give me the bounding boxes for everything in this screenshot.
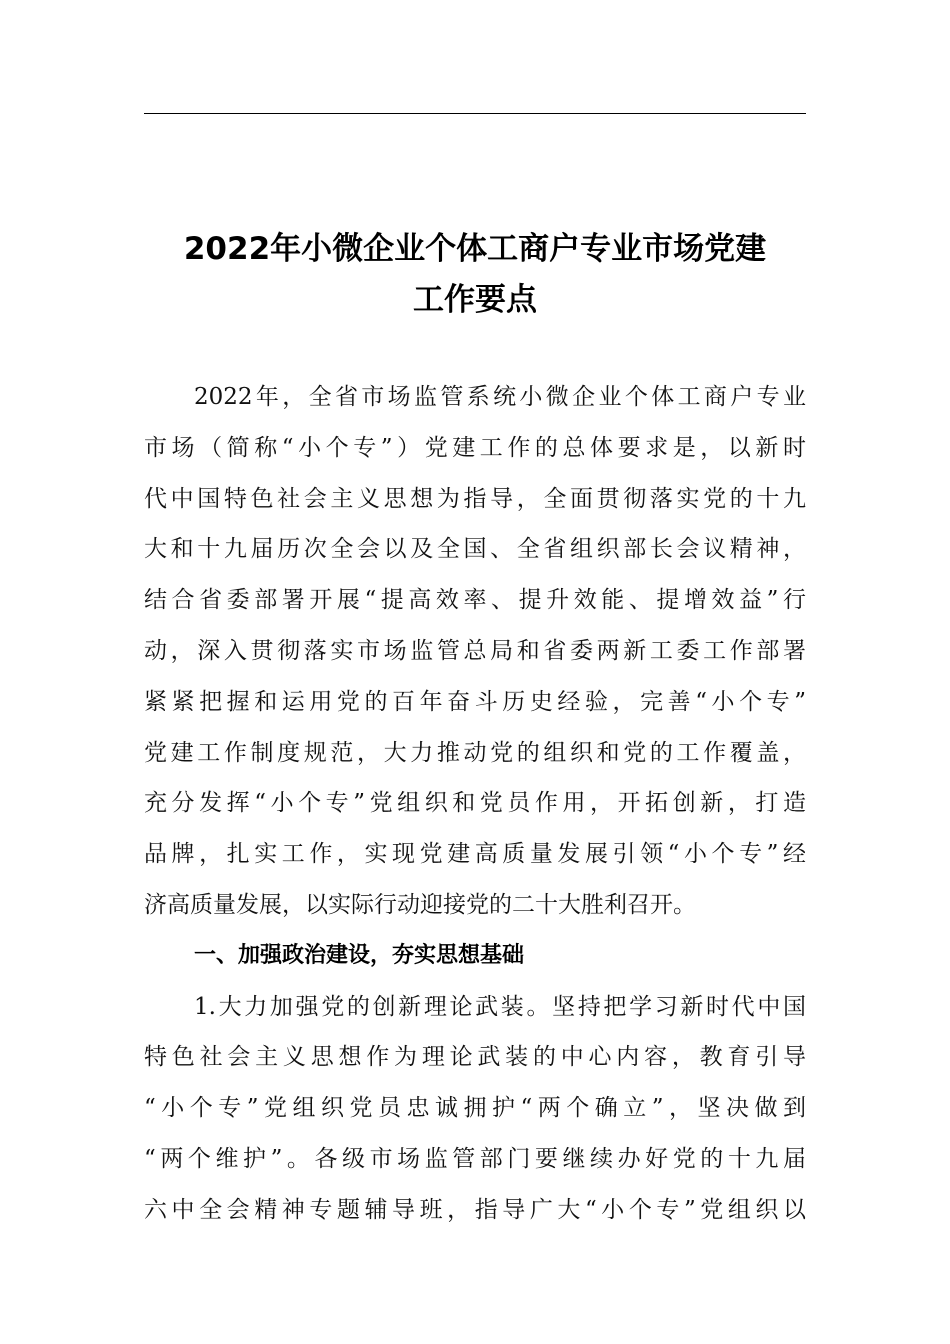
paragraph-line: 动，深入贯彻落实市场监管总局和省委两新工委工作部署 — [144, 637, 806, 664]
paragraph-line: 济高质量发展，以实际行动迎接党的二十大胜利召开。 — [144, 891, 696, 918]
document-title — [144, 224, 806, 326]
paragraph-line: “小个专”党组织党员忠诚拥护“两个确立”，坚决做到 — [144, 1095, 806, 1122]
paragraph-item-1 — [144, 982, 806, 1236]
paragraph-line: 1.大力加强党的创新理论武装。坚持把学习新时代中国 — [194, 993, 806, 1020]
section-heading: 一、加强政治建设，夯实思想基础 — [194, 942, 525, 968]
header-rule — [144, 113, 806, 114]
paragraph-line: 市场（简称“小个专”）党建工作的总体要求是，以新时 — [144, 434, 806, 461]
paragraph-line: 品牌，扎实工作，实现党建高质量发展引领“小个专”经 — [144, 841, 806, 868]
paragraph-line: 六中全会精神专题辅导班，指导广大“小个专”党组织以 — [144, 1196, 806, 1223]
paragraph-line: 结合省委部署开展“提高效率、提升效能、提增效益”行 — [144, 587, 806, 614]
paragraph-line: 特色社会主义思想作为理论武装的中心内容，教育引导 — [144, 1044, 806, 1071]
document-body — [144, 372, 806, 1236]
paragraph-line: 2022年，全省市场监管系统小微企业个体工商户专业 — [194, 384, 806, 410]
paragraph-intro — [144, 372, 806, 931]
paragraph-line: 党建工作制度规范，大力推动党的组织和党的工作覆盖， — [144, 739, 806, 766]
title-line-2: 工作要点 — [413, 282, 537, 318]
paragraph-line: 大和十九届历次全会以及全国、全省组织部长会议精神， — [144, 536, 806, 563]
paragraph-line: 充分发挥“小个专”党组织和党员作用，开拓创新，打造 — [144, 790, 806, 817]
paragraph-line: 代中国特色社会主义思想为指导，全面贯彻落实党的十九 — [144, 485, 806, 512]
paragraph-line: “两个维护”。各级市场监管部门要继续办好党的十九届 — [144, 1145, 806, 1172]
paragraph-line: 紧紧把握和运用党的百年奋斗历史经验，完善“小个专” — [144, 688, 806, 715]
title-line-1: 2022年小微企业个体工商户专业市场党建 — [183, 231, 767, 267]
